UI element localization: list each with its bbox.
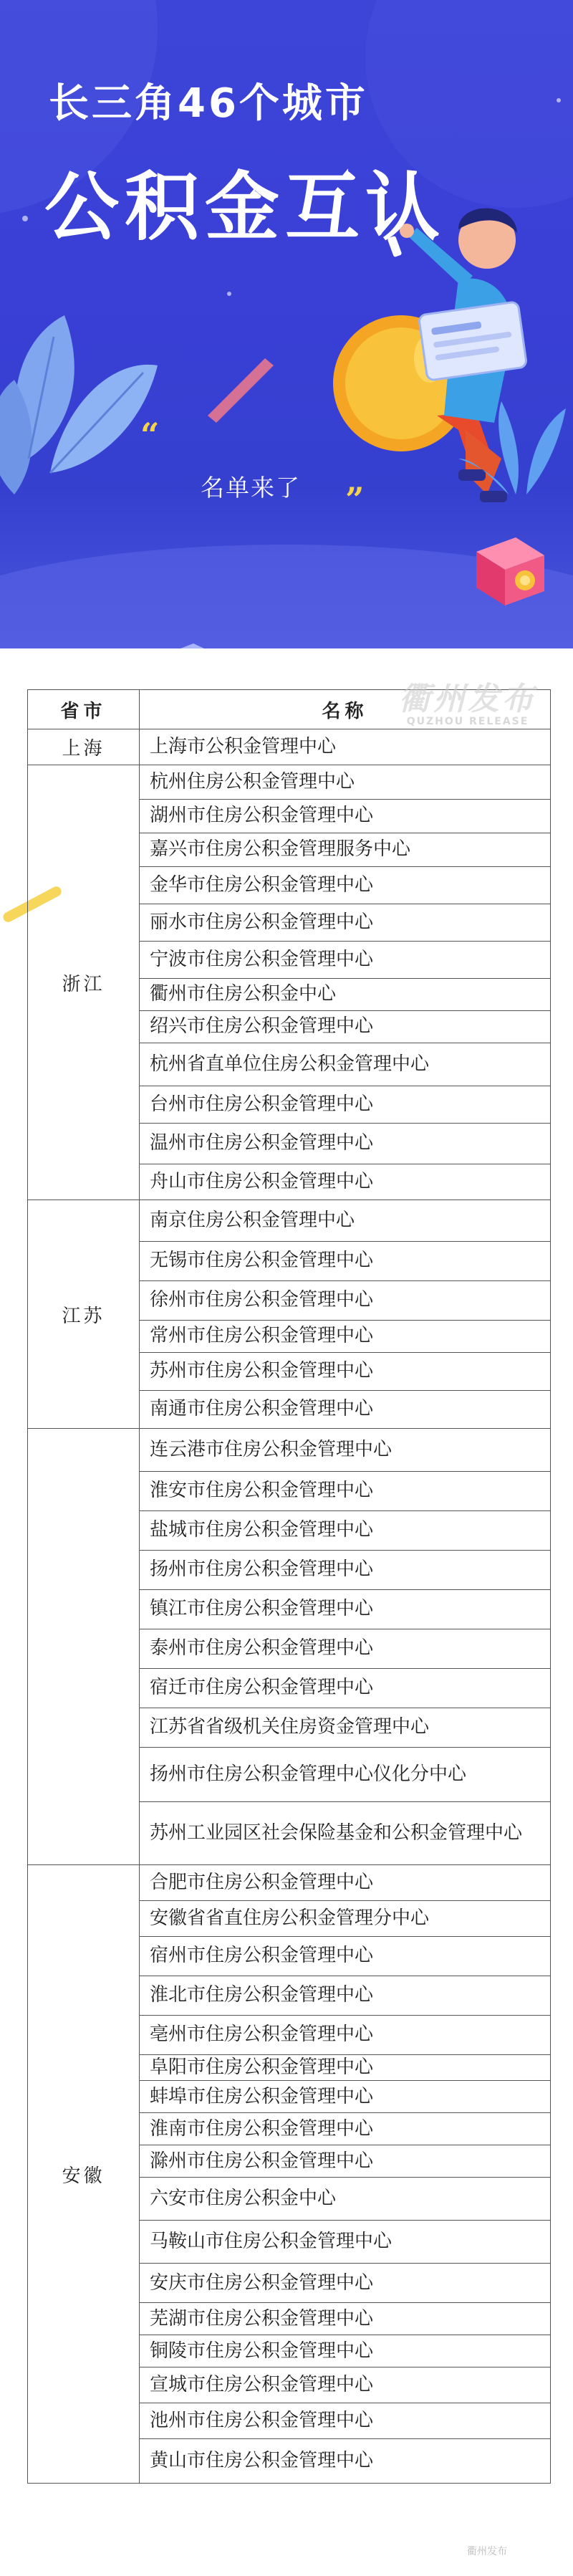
- center-name-cell: 常州市住房公积金管理中心: [140, 1321, 551, 1353]
- center-name-cell: 盐城市住房公积金管理中心: [140, 1511, 551, 1551]
- table-section: [0, 648, 573, 2576]
- hero-title-line2: 公积金互认: [44, 163, 446, 251]
- corner-watermark: 衢州发布: [467, 2546, 507, 2557]
- sparkle-icon: [227, 292, 231, 296]
- province-cell: 上海: [28, 729, 140, 765]
- center-name-cell: 南通市住房公积金管理中心: [140, 1391, 551, 1429]
- province-cell: 浙江: [28, 765, 140, 1200]
- center-name-cell: 嘉兴市住房公积金管理服务中心: [140, 833, 551, 867]
- table-row: [28, 1865, 551, 1901]
- center-name-cell: 滁州市住房公积金管理中心: [140, 2145, 551, 2178]
- plant-left-icon: [0, 315, 158, 494]
- center-name-cell: 亳州市住房公积金管理中心: [140, 2016, 551, 2055]
- streak-icon: [208, 358, 274, 423]
- center-name-cell: 安庆市住房公积金管理中心: [140, 2264, 551, 2303]
- center-name-cell: 南京住房公积金管理中心: [140, 1200, 551, 1242]
- center-name-cell: 淮南市住房公积金管理中心: [140, 2113, 551, 2145]
- header-name: 名称: [140, 690, 551, 729]
- center-name-cell: 杭州省直单位住房公积金管理中心: [140, 1043, 551, 1086]
- center-name-cell: 蚌埠市住房公积金管理中心: [140, 2081, 551, 2113]
- hero-banner: [0, 0, 573, 648]
- table-header-row: [28, 690, 551, 729]
- center-name-cell: 宣城市住房公积金管理中心: [140, 2367, 551, 2403]
- center-name-cell: 芜湖市住房公积金管理中心: [140, 2303, 551, 2335]
- province-cell: 安徽: [28, 1865, 140, 2484]
- fund-center-table: [27, 689, 551, 2484]
- center-name-cell: 温州市住房公积金管理中心: [140, 1124, 551, 1164]
- table-row: [28, 1429, 551, 1472]
- center-name-cell: 阜阳市住房公积金管理中心: [140, 2055, 551, 2081]
- center-name-cell: 马鞍山市住房公积金管理中心: [140, 2221, 551, 2264]
- center-name-cell: 铜陵市住房公积金管理中心: [140, 2335, 551, 2367]
- header-province: 省市: [28, 690, 140, 729]
- province-cell: [28, 1429, 140, 1865]
- watermark-subtitle: QUZHOU RELEASE: [406, 716, 529, 727]
- center-name-cell: 杭州住房公积金管理中心: [140, 765, 551, 800]
- center-name-cell: 扬州市住房公积金管理中心仪化分中心: [140, 1748, 551, 1802]
- table-row: [28, 729, 551, 765]
- center-name-cell: 衢州市住房公积金中心: [140, 979, 551, 1011]
- center-name-cell: 淮北市住房公积金管理中心: [140, 1976, 551, 2016]
- center-name-cell: 宁波市住房公积金管理中心: [140, 942, 551, 979]
- watermark-logo: 衢州发布: [399, 681, 536, 717]
- center-name-cell: 绍兴市住房公积金管理中心: [140, 1011, 551, 1043]
- center-name-cell: 黄山市住房公积金管理中心: [140, 2439, 551, 2484]
- center-name-cell: 舟山市住房公积金管理中心: [140, 1164, 551, 1200]
- quote-close-icon: ”: [345, 480, 365, 519]
- center-name-cell: 镇江市住房公积金管理中心: [140, 1590, 551, 1629]
- hero-subtitle: 名单来了: [201, 474, 301, 502]
- center-name-cell: 台州市住房公积金管理中心: [140, 1086, 551, 1124]
- center-name-cell: 安徽省省直住房公积金管理分中心: [140, 1901, 551, 1937]
- center-name-cell: 池州市住房公积金管理中心: [140, 2403, 551, 2439]
- center-name-cell: 苏州工业园区社会保险基金和公积金管理中心: [140, 1802, 551, 1865]
- center-name-cell: 江苏省省级机关住房资金管理中心: [140, 1708, 551, 1748]
- center-name-cell: 徐州市住房公积金管理中心: [140, 1281, 551, 1321]
- center-name-cell: 丽水市住房公积金管理中心: [140, 904, 551, 942]
- center-name-cell: 泰州市住房公积金管理中心: [140, 1629, 551, 1669]
- center-name-cell: 金华市住房公积金管理中心: [140, 867, 551, 904]
- center-name-cell: 宿迁市住房公积金管理中心: [140, 1669, 551, 1708]
- table-body: [28, 729, 551, 2484]
- table-row: [28, 1200, 551, 1242]
- center-name-cell: 上海市公积金管理中心: [140, 729, 551, 765]
- sparkle-icon: [22, 216, 28, 221]
- card-icon: [418, 302, 526, 381]
- center-name-cell: 湖州市住房公积金管理中心: [140, 800, 551, 833]
- sparkle-icon: [557, 98, 561, 102]
- center-name-cell: 六安市住房公积金中心: [140, 2178, 551, 2221]
- center-name-cell: 苏州市住房公积金管理中心: [140, 1353, 551, 1391]
- center-name-cell: 宿州市住房公积金管理中心: [140, 1937, 551, 1976]
- center-name-cell: 扬州市住房公积金管理中心: [140, 1551, 551, 1590]
- hero-title-line1: 长三角46个城市: [49, 80, 368, 127]
- quote-open-icon: “: [140, 416, 160, 454]
- province-cell: 江苏: [28, 1200, 140, 1429]
- center-name-cell: 无锡市住房公积金管理中心: [140, 1242, 551, 1281]
- table-row: [28, 765, 551, 800]
- center-name-cell: 淮安市住房公积金管理中心: [140, 1472, 551, 1511]
- center-name-cell: 合肥市住房公积金管理中心: [140, 1865, 551, 1901]
- center-name-cell: 连云港市住房公积金管理中心: [140, 1429, 551, 1472]
